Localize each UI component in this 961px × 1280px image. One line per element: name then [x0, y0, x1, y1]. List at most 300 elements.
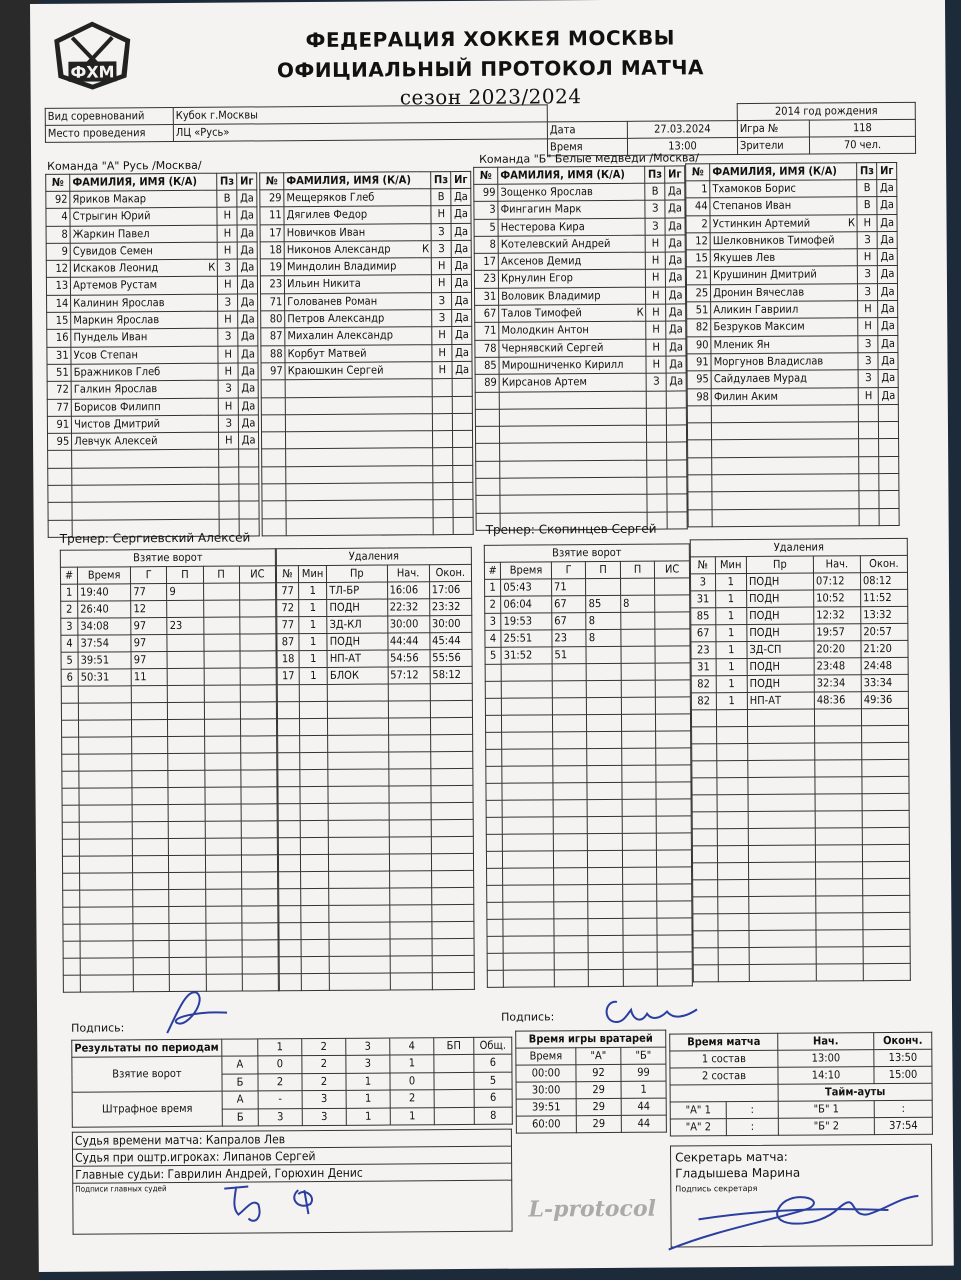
penalty-row: [691, 640, 908, 659]
penalty-cell: 1: [299, 667, 327, 684]
empty-cell: [132, 737, 168, 754]
player-played: Да: [877, 249, 897, 266]
player-captain: [203, 363, 219, 380]
empty-cell: [242, 957, 278, 974]
goal-cell: [621, 646, 656, 663]
empty-cell: [693, 965, 718, 982]
empty-cell: [433, 500, 453, 517]
roster-row: [261, 431, 472, 450]
empty-cell: [241, 889, 277, 906]
player-captain: [204, 432, 220, 449]
empty-cell: [859, 474, 879, 491]
empty-cell: [747, 726, 814, 743]
player-position: Н: [857, 214, 877, 231]
empty-cell: [328, 820, 388, 837]
empty-cell: [658, 952, 693, 969]
empty-cell: [328, 769, 388, 786]
goal-cell: 34:08: [78, 618, 131, 635]
empty-cell: [279, 923, 301, 940]
player-position: З: [858, 370, 878, 387]
player-position: З: [432, 292, 452, 309]
roster-row: [688, 508, 899, 527]
player-played: Да: [666, 356, 686, 373]
penalty-cell: 31: [691, 659, 716, 676]
empty-cell: [79, 822, 132, 839]
empty-cell: [390, 956, 432, 973]
empty-cell: [712, 491, 859, 509]
empty-cell: [262, 449, 286, 466]
player-captain: [203, 329, 219, 346]
penalty-cell: 82: [691, 693, 716, 710]
empty-cell: [300, 786, 328, 803]
goal-row: [485, 697, 690, 715]
empty-cell: [133, 873, 169, 890]
empty-cell: [242, 940, 278, 957]
empty-cell: [862, 827, 909, 844]
empty-cell: [692, 829, 717, 846]
player-captain: [843, 318, 859, 335]
team-a-sign-label: Подпись:: [71, 1021, 125, 1035]
empty-cell: [432, 972, 474, 989]
empty-cell: [815, 794, 862, 811]
penalties-header: Пр: [746, 556, 813, 573]
penalty-row: [690, 572, 907, 591]
empty-cell: [277, 685, 299, 702]
match-time-end-header: Оконч.: [874, 1032, 932, 1049]
empty-cell: [859, 508, 879, 525]
goal-row: [485, 714, 690, 732]
empty-cell: [503, 834, 554, 851]
player-played: Да: [877, 214, 897, 231]
player-position: З: [858, 283, 878, 300]
player-number: 87: [261, 328, 285, 345]
time-label: Время: [547, 138, 627, 156]
player-number: 85: [475, 357, 499, 374]
player-number: 67: [475, 305, 499, 322]
empty-cell: [749, 896, 816, 913]
goals-header: Г: [551, 562, 586, 579]
empty-cell: [168, 736, 204, 753]
empty-cell: [588, 816, 623, 833]
player-number: 9: [46, 243, 70, 260]
roster-row: [261, 327, 472, 346]
period-cell: А: [222, 1091, 258, 1109]
empty-cell: [205, 906, 241, 923]
player-name: Безруков Максим: [711, 318, 843, 336]
empty-cell: [453, 500, 473, 517]
roster-row: [475, 339, 686, 358]
empty-cell: [693, 914, 718, 931]
player-played: Да: [452, 327, 472, 344]
empty-cell: [79, 839, 132, 856]
player-position: З: [219, 380, 239, 397]
penalty-row: [279, 972, 474, 990]
goalies-title: Время игры вратарей: [516, 1030, 666, 1048]
empty-cell: [239, 501, 259, 518]
penalty-cell: 1: [299, 633, 327, 650]
empty-cell: [588, 884, 623, 901]
empty-cell: [286, 483, 433, 501]
empty-cell: [430, 700, 472, 717]
goalie-cell: 30:00: [516, 1082, 576, 1099]
penalties-table: [276, 547, 475, 991]
player-number: 88: [261, 345, 285, 362]
empty-cell: [486, 766, 502, 783]
empty-cell: [133, 839, 169, 856]
penalties-title: Удаления: [276, 547, 471, 565]
empty-cell: [687, 406, 711, 423]
player-name: Жаркин Павел: [70, 225, 202, 243]
empty-cell: [62, 754, 79, 771]
penalty-row: [693, 895, 910, 914]
empty-cell: [879, 491, 899, 508]
player-name: Моргунов Владислав: [711, 353, 843, 371]
roster-row: [46, 207, 257, 226]
player-name: Калинин Ярослав: [71, 294, 203, 312]
goalies-header: "А": [576, 1047, 621, 1064]
goals-header: П: [620, 561, 655, 578]
empty-cell: [716, 710, 747, 727]
empty-cell: [486, 800, 502, 817]
empty-cell: [815, 760, 862, 777]
empty-cell: [717, 795, 748, 812]
empty-cell: [859, 404, 879, 421]
empty-cell: [716, 727, 747, 744]
empty-cell: [240, 736, 276, 753]
empty-cell: [452, 396, 472, 413]
penalty-cell: 32:34: [814, 675, 861, 692]
roster-row: [474, 218, 685, 237]
penalty-cell: 16:06: [387, 582, 429, 599]
roster-row: [686, 231, 897, 250]
empty-cell: [656, 680, 691, 697]
player-name: Мирошниченко Кирилл: [499, 356, 631, 374]
competition-label: Вид соревнований: [45, 108, 173, 126]
period-cell: -: [258, 1091, 302, 1109]
roster-header-position: Пз: [857, 163, 877, 180]
roster-row: [686, 214, 897, 233]
player-played: Да: [238, 311, 258, 328]
goal-cell: [655, 578, 690, 595]
period-row-label: Взятие ворот: [72, 1056, 222, 1092]
player-position: Н: [219, 432, 239, 449]
player-name: Левчук Алексей: [72, 432, 204, 450]
goal-cell: [239, 583, 275, 600]
player-number: 71: [261, 294, 285, 311]
empty-cell: [388, 769, 430, 786]
time-value: 13:00: [627, 138, 737, 156]
player-played: Да: [665, 200, 685, 217]
empty-cell: [132, 805, 168, 822]
goal-cell: [203, 634, 239, 651]
player-position: Н: [859, 387, 879, 404]
roster-row: [48, 467, 259, 486]
empty-cell: [327, 684, 387, 701]
roster-row: [475, 408, 686, 427]
player-name: Устинкин Артемий: [710, 214, 842, 232]
player-number: 29: [260, 190, 284, 207]
empty-cell: [433, 448, 453, 465]
penalty-row: [279, 887, 474, 905]
empty-cell: [329, 956, 389, 973]
venue-label: Место проведения: [45, 125, 173, 143]
roster-row: [46, 242, 257, 261]
goal-cell: 12: [131, 601, 167, 618]
empty-cell: [622, 850, 657, 867]
penalty-row: [692, 793, 909, 812]
empty-cell: [487, 885, 503, 902]
player-captain: [630, 183, 646, 200]
empty-cell: [453, 482, 473, 499]
goalie-row: [516, 1081, 666, 1099]
goals-header: Время: [77, 567, 130, 584]
penalty-cell: ПОДН: [747, 590, 814, 607]
empty-cell: [815, 828, 862, 845]
empty-cell: [432, 921, 474, 938]
roster-row: [474, 269, 685, 288]
empty-cell: [859, 491, 879, 508]
empty-cell: [588, 901, 623, 918]
empty-cell: [622, 748, 657, 765]
player-captain: [630, 201, 646, 218]
roster-header-name: ФАМИЛИЯ, ИМЯ (К/А): [710, 163, 857, 181]
empty-cell: [62, 822, 79, 839]
penalty-cell: 1: [299, 616, 327, 633]
roster-row: [48, 449, 259, 468]
empty-cell: [693, 863, 718, 880]
empty-cell: [169, 923, 205, 940]
empty-cell: [80, 975, 133, 992]
empty-cell: [687, 423, 711, 440]
player-number: 92: [46, 191, 70, 208]
empty-cell: [656, 782, 691, 799]
penalty-cell: 77: [277, 583, 299, 600]
empty-cell: [666, 390, 686, 407]
roster-header-number: №: [474, 167, 498, 184]
match-time-start-header: Нач.: [778, 1033, 874, 1051]
roster-row: [47, 415, 258, 434]
roster-row: [46, 225, 257, 244]
penalty-cell: 21:20: [861, 640, 908, 657]
empty-cell: [434, 517, 454, 534]
period-cell: 0: [390, 1072, 434, 1090]
goal-row: [487, 969, 692, 987]
roster-table: [259, 171, 474, 536]
empty-cell: [667, 494, 687, 511]
player-position: Н: [646, 304, 666, 321]
goal-row: [63, 923, 278, 942]
penalty-row: [692, 844, 909, 863]
goalie-cell: 00:00: [516, 1065, 576, 1082]
player-number: 18: [260, 242, 284, 259]
shift-end: 13:50: [874, 1049, 932, 1066]
player-captain: [842, 232, 858, 249]
player-position: В: [857, 180, 877, 197]
official-time-judge: Судья времени матча: Капралов Лев: [72, 1129, 511, 1149]
empty-cell: [205, 804, 241, 821]
player-number: 5: [474, 219, 498, 236]
empty-cell: [329, 888, 389, 905]
empty-cell: [261, 397, 285, 414]
goal-row: [487, 884, 692, 902]
penalty-cell: 12:32: [814, 607, 861, 624]
period-cell: 1: [390, 1107, 434, 1125]
penalty-row: [693, 929, 910, 948]
goal-row: [61, 685, 276, 704]
empty-cell: [286, 465, 433, 483]
empty-cell: [80, 941, 133, 958]
shift-start: 14:10: [778, 1067, 874, 1085]
empty-cell: [300, 735, 328, 752]
empty-cell: [475, 409, 499, 426]
team-a-title: Команда "А" Русь /Москва/: [47, 158, 202, 173]
roster-row: [688, 439, 899, 458]
empty-cell: [279, 889, 301, 906]
empty-cell: [647, 425, 667, 442]
empty-cell: [657, 867, 692, 884]
empty-cell: [863, 963, 910, 980]
player-played: Да: [238, 294, 258, 311]
player-captain: [416, 206, 432, 223]
empty-cell: [286, 448, 433, 466]
period-cell: 3: [258, 1108, 302, 1126]
player-position: Н: [431, 206, 451, 223]
player-captain: [842, 249, 858, 266]
secretary-label: Секретарь матча:: [675, 1149, 788, 1165]
period-cell: [434, 1089, 474, 1107]
player-captain: [202, 242, 218, 259]
empty-cell: [63, 890, 80, 907]
penalty-cell: 1: [715, 591, 746, 608]
goal-cell: [168, 668, 204, 685]
penalty-cell: 13:32: [861, 606, 908, 623]
goals-table: [484, 543, 693, 987]
player-name: Крушинин Дмитрий: [711, 266, 843, 284]
penalty-cell: 11:52: [861, 589, 908, 606]
roster-row: [476, 494, 687, 513]
empty-cell: [816, 930, 863, 947]
roster-row: [48, 501, 259, 520]
empty-cell: [693, 948, 718, 965]
empty-cell: [500, 495, 647, 513]
empty-cell: [170, 957, 206, 974]
empty-cell: [205, 855, 241, 872]
empty-cell: [747, 709, 814, 726]
player-name: Крнулин Егор: [499, 270, 631, 288]
empty-cell: [692, 744, 717, 761]
empty-cell: [749, 913, 816, 930]
goal-cell: [240, 668, 276, 685]
player-name: Якушев Лев: [710, 249, 842, 267]
empty-cell: [499, 391, 646, 409]
penalty-row: [691, 589, 908, 608]
match-time-title: Время матча: [670, 1033, 778, 1051]
player-number: 31: [474, 288, 498, 305]
penalties-header: Нач.: [387, 565, 429, 582]
player-name: Аликин Гавриил: [711, 301, 843, 319]
empty-cell: [503, 851, 554, 868]
goal-cell: [620, 578, 655, 595]
player-number: 15: [47, 312, 71, 329]
goal-cell: 4: [485, 630, 501, 647]
player-captain: [203, 398, 219, 415]
empty-cell: [502, 698, 553, 715]
goal-row: [62, 736, 277, 755]
empty-cell: [79, 856, 132, 873]
empty-cell: [587, 782, 622, 799]
penalty-cell: 10:52: [814, 590, 861, 607]
player-name: Стрыгин Юрий: [70, 208, 202, 226]
empty-cell: [749, 930, 816, 947]
penalty-row: [691, 708, 908, 727]
empty-cell: [656, 748, 691, 765]
empty-cell: [863, 929, 910, 946]
empty-cell: [219, 484, 239, 501]
player-played: Да: [451, 240, 471, 257]
player-captain: [631, 356, 647, 373]
goal-row: [485, 612, 690, 630]
empty-cell: [133, 890, 169, 907]
official-penalty-judge: Судья при оштр.игроках: Липанов Сергей: [72, 1146, 511, 1166]
empty-cell: [430, 717, 472, 734]
roster-row: [47, 380, 258, 399]
empty-cell: [717, 846, 748, 863]
empty-cell: [861, 725, 908, 742]
goal-row: [487, 867, 692, 885]
empty-cell: [879, 456, 899, 473]
empty-cell: [587, 697, 622, 714]
empty-cell: [552, 664, 587, 681]
empty-cell: [389, 854, 431, 871]
empty-cell: [204, 753, 240, 770]
player-played: Да: [878, 266, 898, 283]
penalty-cell: 30:00: [387, 616, 429, 633]
player-played: Да: [237, 190, 257, 207]
player-position: З: [218, 259, 238, 276]
empty-cell: [485, 698, 501, 715]
empty-cell: [62, 737, 79, 754]
goal-cell: 77: [131, 584, 167, 601]
penalty-row: [691, 657, 908, 676]
empty-cell: [48, 468, 72, 485]
goals-header: ИС: [239, 566, 275, 583]
empty-cell: [717, 863, 748, 880]
empty-cell: [692, 812, 717, 829]
empty-cell: [241, 872, 277, 889]
period-cell: [434, 1054, 474, 1072]
roster-row: [262, 517, 473, 536]
empty-cell: [329, 922, 389, 939]
player-number: 25: [686, 285, 710, 302]
penalty-cell: ЗД-КЛ: [327, 616, 387, 633]
goal-cell: 19:40: [78, 584, 131, 601]
empty-cell: [553, 766, 588, 783]
birth-year: 2014 год рождения: [737, 102, 915, 120]
logo-text: ФХМ: [70, 62, 115, 82]
empty-cell: [552, 681, 587, 698]
player-captain: [843, 284, 859, 301]
player-played: Да: [452, 275, 472, 292]
goal-row: [486, 731, 691, 749]
empty-cell: [500, 408, 647, 426]
empty-cell: [328, 786, 388, 803]
empty-cell: [433, 483, 453, 500]
roster-header-name: ФАМИЛИЯ, ИМЯ (К/А): [498, 166, 645, 184]
empty-cell: [862, 844, 909, 861]
player-captain: [202, 190, 218, 207]
empty-cell: [503, 885, 554, 902]
date-label: Дата: [547, 121, 627, 139]
